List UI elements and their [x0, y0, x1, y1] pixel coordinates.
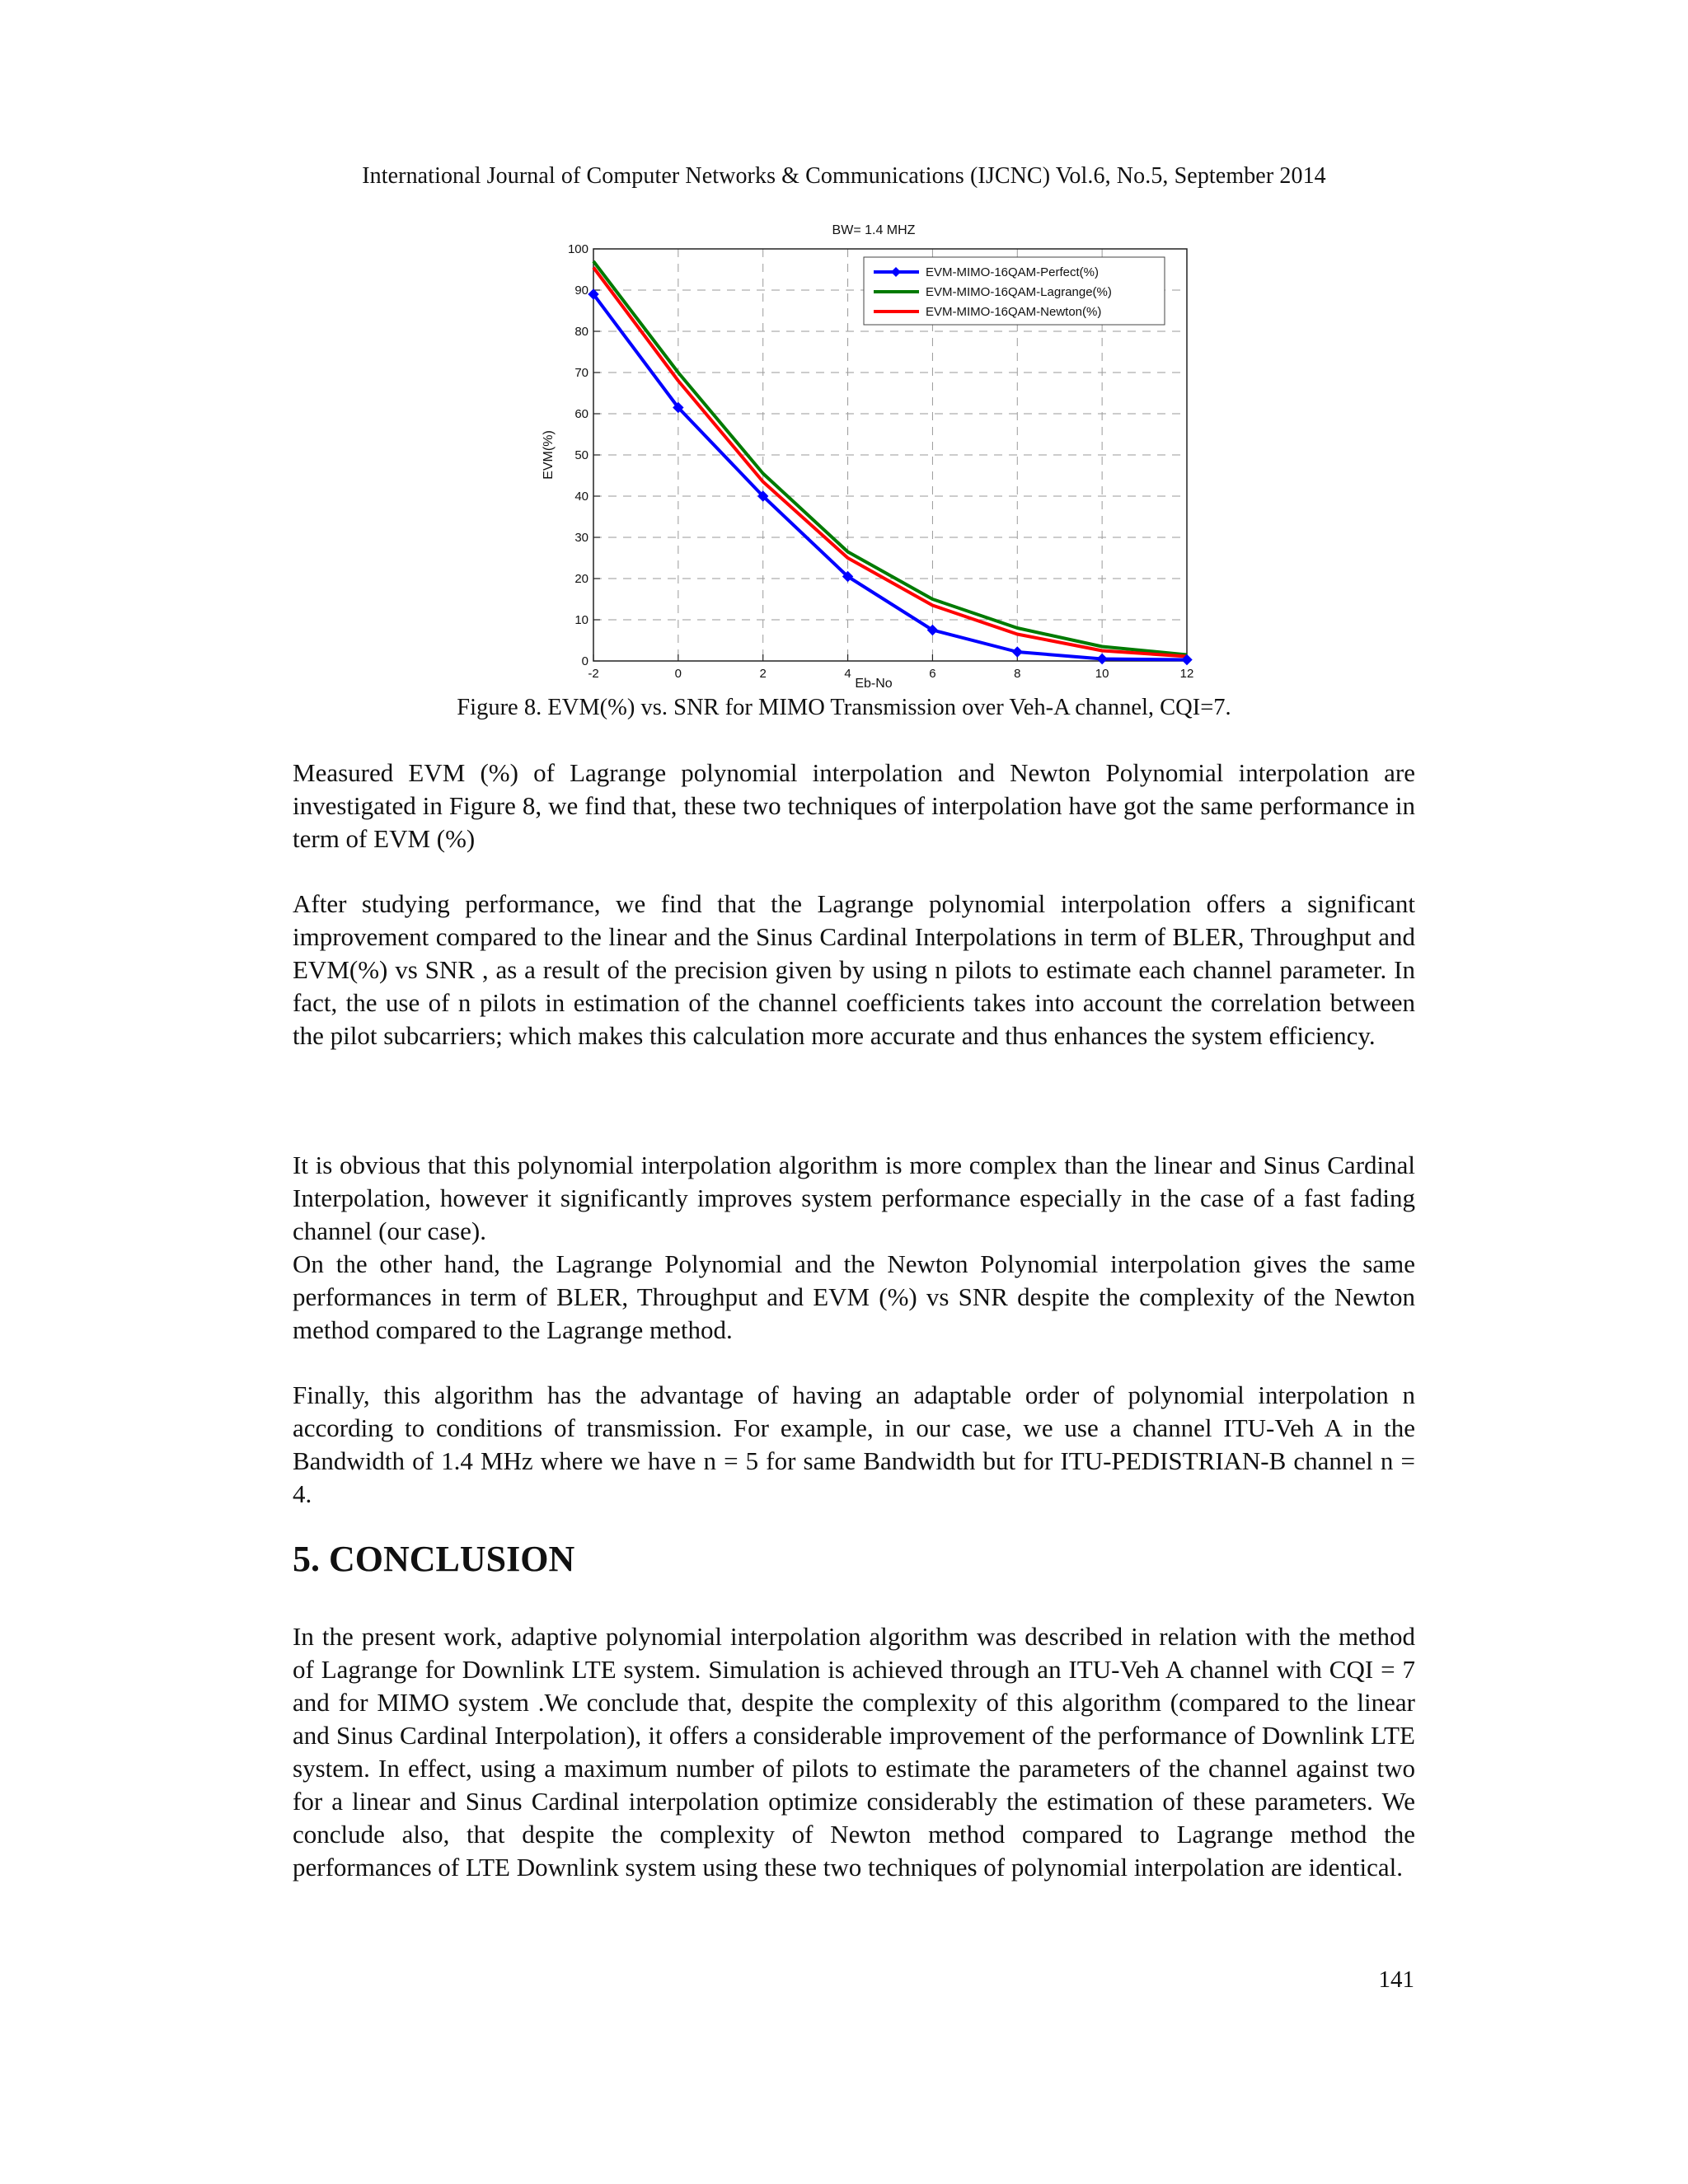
y-tick-label: 20: [574, 572, 588, 586]
y-tick-label: 60: [574, 407, 588, 421]
running-header: International Journal of Computer Networks & Communications (IJCNC) Vol.6, No.5, September 2014: [362, 163, 1326, 189]
x-tick-label: 6: [929, 667, 936, 681]
y-tick-label: 50: [574, 448, 588, 462]
figure-caption: Figure 8. EVM(%) vs. SNR for MIMO Transmission over Veh-A channel, CQI=7.: [457, 695, 1231, 720]
x-tick-label: 10: [1095, 667, 1109, 681]
legend-label: EVM-MIMO-16QAM-Lagrange(%): [926, 285, 1112, 299]
legend-label: EVM-MIMO-16QAM-Perfect(%): [926, 265, 1100, 279]
x-tick-label: 4: [844, 667, 851, 681]
paragraph-adaptable-order: Finally, this algorithm has the advantage of having an adaptable order of polynomial interpolation n according to conditions of transmission. For example, in our case, we use a channel ITU-Veh A in the Bandwidth of 1.4 MHz where we have n = 5 for same Bandwidth but for ITU-PEDISTRIAN-B channel n = 4.: [293, 1380, 1415, 1508]
y-tick-label: 30: [574, 531, 588, 545]
series-point-marker: [1097, 654, 1107, 664]
x-tick-label: 0: [674, 667, 682, 681]
y-tick-label: 90: [574, 284, 588, 298]
legend-label: EVM-MIMO-16QAM-Newton(%): [926, 305, 1102, 319]
page-number: 141: [1378, 1966, 1414, 1993]
paragraph-performance-study: After studying performance, we find that the Lagrange polynomial interpolation offers a significant improvement compared to the linear and the Sinus Cardinal Interpolations in term of BLER, Throughput and EVM(%) vs SNR , as a result of the precision given by using n pilots to estimate each channel parameter. In fact, the use of n pilots in estimation of the channel coefficients takes into account the correlation between the pilot subcarriers; which makes this calculation more accurate and thus enhances the system efficiency.: [293, 889, 1415, 1050]
chart-legend: [864, 257, 1165, 325]
x-tick-label: -2: [588, 667, 599, 681]
paragraph-complexity: It is obvious that this polynomial interpolation algorithm is more complex than the linear and Sinus Cardinal Interpolation, however it significantly improves system performance especially in the case of a fast fading channel (our case).: [293, 1151, 1415, 1245]
y-tick-label: 70: [574, 366, 588, 380]
series-point-marker: [1012, 647, 1022, 657]
x-tick-label: 8: [1014, 667, 1021, 681]
series-line-2: [593, 268, 1187, 657]
paragraph-conclusion: In the present work, adaptive polynomial interpolation algorithm was described in relation with the method of Lagrange for Downlink LTE system. Simulation is achieved through an ITU-Veh A channel with CQI = 7 and for MIMO system .We conclude that, despite the complexity of this algorithm (compared to the linear and Sinus Cardinal Interpolation), it offers a considerable improvement of the performance of Downlink LTE system. In effect, using a maximum number of pilots to estimate the parameters of the channel against two for a linear and Sinus Cardinal interpolation optimize considerably the estimation of these parameters. We conclude also, that despite the complexity of Newton method compared to Lagrange method the performances of LTE Downlink system using these two techniques of polynomial interpolation are identical.: [293, 1622, 1415, 1882]
y-tick-label: 10: [574, 613, 588, 627]
series-line-0: [593, 294, 1187, 660]
chart-title: BW= 1.4 MHZ: [832, 223, 916, 237]
figure-evm-chart: [528, 216, 1194, 699]
y-tick-label: 80: [574, 325, 588, 339]
paragraph-evm-results: Measured EVM (%) of Lagrange polynomial interpolation and Newton Polynomial interpolation are investigated in Figure 8, we find that, these two techniques of interpolation have got the same performance in term of EVM (%): [293, 758, 1415, 853]
y-tick-label: 40: [574, 490, 588, 504]
x-axis-label: Eb-No: [855, 677, 893, 691]
x-tick-label: 2: [759, 667, 767, 681]
y-axis-label: EVM(%): [542, 430, 556, 480]
y-tick-label: 0: [581, 654, 588, 668]
section-heading-conclusion: 5. CONCLUSION: [293, 1539, 575, 1579]
x-tick-label: 12: [1179, 667, 1194, 681]
y-tick-label: 100: [567, 242, 588, 256]
evm-line-chart: [528, 216, 1194, 699]
paragraph-lagrange-newton: On the other hand, the Lagrange Polynomial and the Newton Polynomial interpolation gives the same performances in term of BLER, Throughput and EVM (%) vs SNR despite the complexity of the Newton method compared to the Lagrange method.: [293, 1249, 1415, 1344]
